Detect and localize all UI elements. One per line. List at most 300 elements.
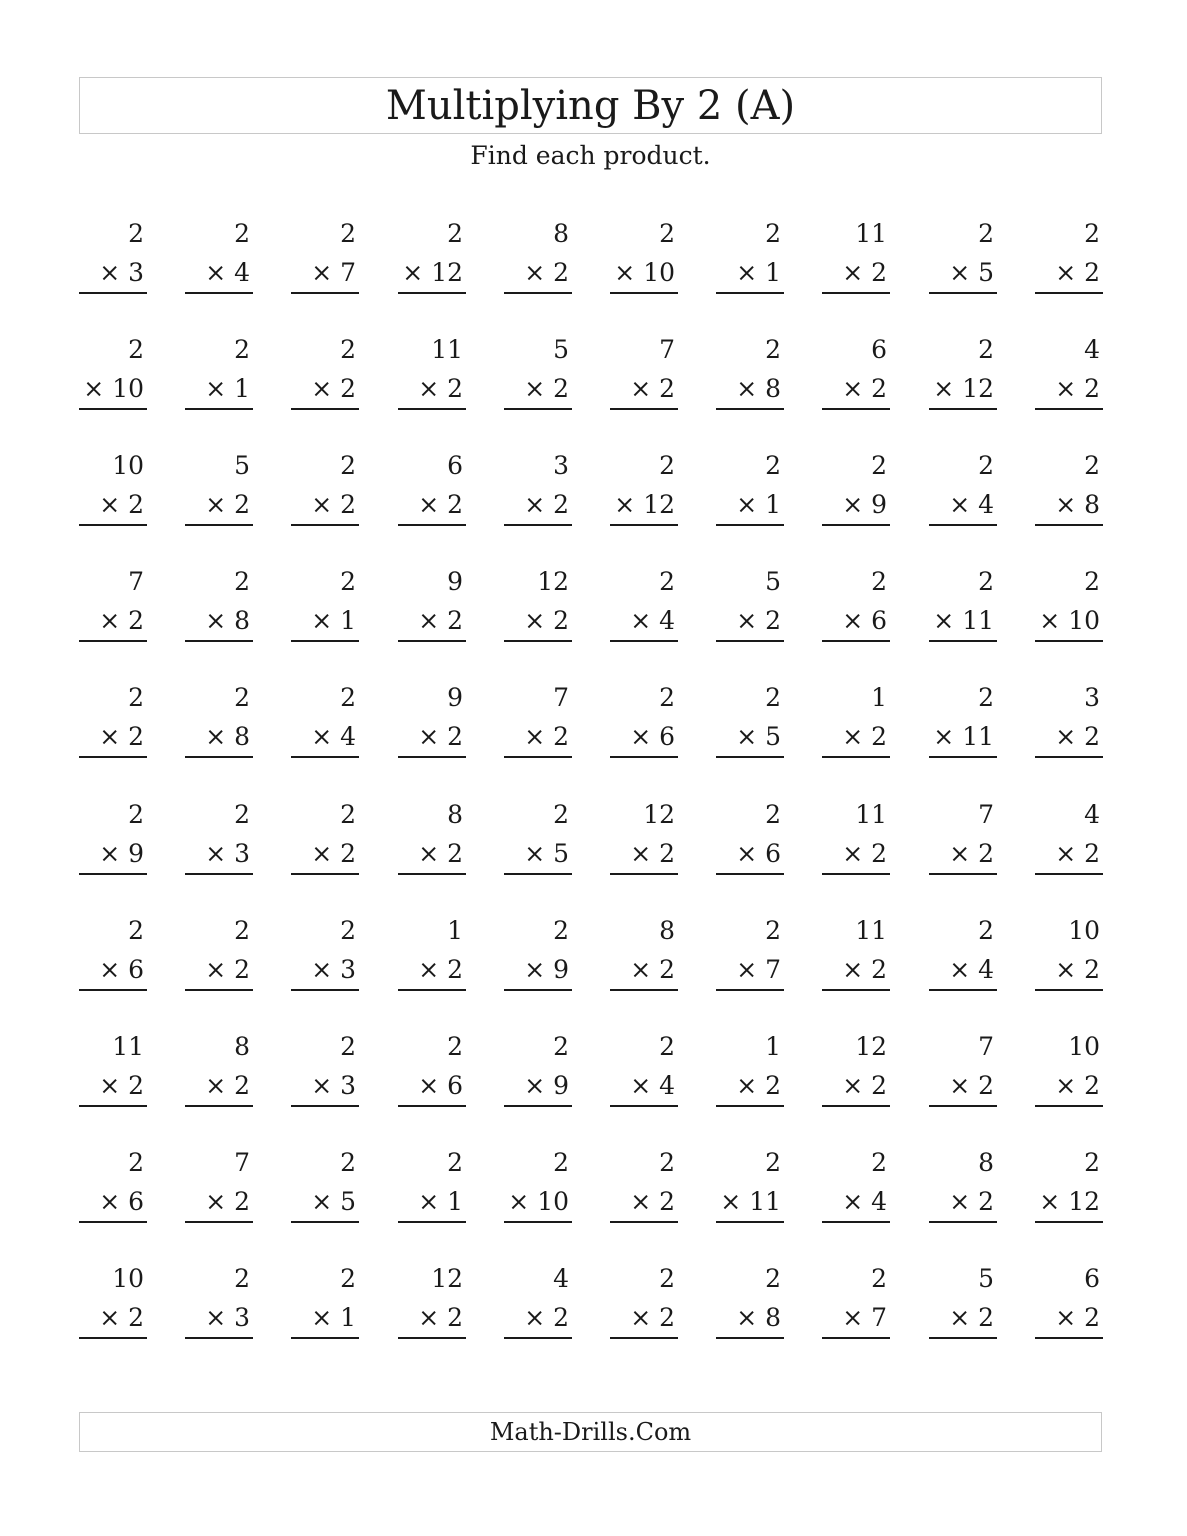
problem-multiplicand: 11: [855, 916, 887, 945]
multiply-sign: ×: [933, 606, 955, 635]
multiply-sign: ×: [949, 258, 971, 287]
answer-line: [716, 989, 784, 991]
multiply-sign: ×: [524, 606, 546, 635]
problem-multiplier: 2: [978, 1071, 994, 1100]
multiply-sign: ×: [311, 1071, 333, 1100]
multiply-sign: ×: [418, 374, 440, 403]
multiply-sign: ×: [205, 606, 227, 635]
multiply-sign: ×: [736, 606, 758, 635]
answer-line: [929, 989, 997, 991]
answer-line: [716, 640, 784, 642]
problem-multiplicand: 3: [553, 451, 569, 480]
problem: [504, 800, 572, 876]
problem: [929, 1148, 997, 1224]
problem: [185, 916, 253, 992]
answer-line: [716, 292, 784, 294]
answer-line: [504, 292, 572, 294]
problem-multiplier-row: [630, 1071, 675, 1101]
problem-multiplier: 5: [553, 839, 569, 868]
multiply-sign: ×: [99, 955, 121, 984]
problem-multiplicand: 2: [128, 219, 144, 248]
problem-multiplier-row: [842, 955, 887, 985]
multiply-sign: ×: [1055, 258, 1077, 287]
problem: [1035, 219, 1103, 295]
problem: [185, 335, 253, 411]
problem: [929, 916, 997, 992]
multiply-sign: ×: [842, 1303, 864, 1332]
problem-multiplicand: 7: [978, 800, 994, 829]
problem-multiplicand: 4: [553, 1264, 569, 1293]
answer-line: [398, 873, 466, 875]
problem-multiplier-row: [1039, 606, 1100, 636]
multiply-sign: ×: [311, 258, 333, 287]
problem: [1035, 916, 1103, 992]
problem: [185, 800, 253, 876]
problem-multiplicand: 2: [1084, 451, 1100, 480]
problem-multiplier-row: [614, 258, 675, 288]
answer-line: [398, 1337, 466, 1339]
answer-line: [291, 756, 359, 758]
problem-multiplicand: 7: [234, 1148, 250, 1177]
multiply-sign: ×: [842, 490, 864, 519]
problem-multiplier-row: [842, 722, 887, 752]
problem: [1035, 1264, 1103, 1340]
problem: [504, 683, 572, 759]
answer-line: [929, 1337, 997, 1339]
problem-multiplier-row: [418, 490, 463, 520]
multiply-sign: ×: [99, 606, 121, 635]
multiply-sign: ×: [736, 374, 758, 403]
answer-line: [291, 524, 359, 526]
multiply-sign: ×: [614, 490, 636, 519]
multiply-sign: ×: [949, 1187, 971, 1216]
problem-multiplicand: 2: [234, 800, 250, 829]
answer-line: [504, 408, 572, 410]
multiply-sign: ×: [311, 1187, 333, 1216]
problem-multiplier-row: [842, 374, 887, 404]
problem: [398, 335, 466, 411]
problem-multiplicand: 8: [978, 1148, 994, 1177]
problem-multiplicand: 8: [447, 800, 463, 829]
problem-multiplicand: 7: [128, 567, 144, 596]
problem-multiplier-row: [949, 490, 994, 520]
problem-multiplier-row: [99, 1187, 144, 1217]
problem: [79, 451, 147, 527]
multiply-sign: ×: [1039, 1187, 1061, 1216]
problem-multiplicand: 2: [765, 800, 781, 829]
problem-multiplier-row: [311, 839, 356, 869]
problem-multiplicand: 2: [978, 916, 994, 945]
problem-multiplier: 2: [871, 722, 887, 751]
multiply-sign: ×: [949, 839, 971, 868]
answer-line: [716, 1337, 784, 1339]
problem: [185, 567, 253, 643]
problem-multiplicand: 2: [340, 916, 356, 945]
answer-line: [822, 292, 890, 294]
answer-line: [822, 1337, 890, 1339]
problem: [79, 567, 147, 643]
multiply-sign: ×: [205, 258, 227, 287]
answer-line: [610, 524, 678, 526]
problem-multiplicand: 2: [765, 451, 781, 480]
problem-multiplicand: 2: [447, 219, 463, 248]
problem-multiplier-row: [1055, 1303, 1100, 1333]
answer-line: [504, 640, 572, 642]
problem-multiplicand: 2: [978, 451, 994, 480]
problem-multiplier: 10: [1068, 606, 1100, 635]
problem-multiplier-row: [311, 1303, 356, 1333]
problem-multiplicand: 10: [112, 451, 144, 480]
multiply-sign: ×: [311, 839, 333, 868]
answer-line: [398, 1105, 466, 1107]
problem-multiplier: 2: [128, 606, 144, 635]
problem-multiplier: 2: [871, 258, 887, 287]
problem-multiplier: 2: [659, 839, 675, 868]
multiply-sign: ×: [205, 955, 227, 984]
problem-multiplier-row: [1055, 374, 1100, 404]
answer-line: [291, 408, 359, 410]
multiply-sign: ×: [720, 1187, 742, 1216]
answer-line: [1035, 292, 1103, 294]
problem-multiplier: 9: [553, 955, 569, 984]
problem-multiplier-row: [842, 839, 887, 869]
problem: [610, 1148, 678, 1224]
problem-multiplier: 4: [978, 955, 994, 984]
problem-multiplier: 2: [659, 1303, 675, 1332]
problem-multiplier: 2: [978, 1187, 994, 1216]
problem-multiplier: 3: [340, 1071, 356, 1100]
problem-multiplier-row: [524, 374, 569, 404]
problem-multiplier: 2: [340, 839, 356, 868]
problem-multiplier-row: [933, 722, 994, 752]
problem-multiplier-row: [311, 1071, 356, 1101]
problem: [291, 335, 359, 411]
problem: [929, 335, 997, 411]
answer-line: [185, 1221, 253, 1223]
multiply-sign: ×: [524, 1071, 546, 1100]
problem: [822, 800, 890, 876]
answer-line: [291, 292, 359, 294]
problem-multiplicand: 2: [340, 1148, 356, 1177]
problem: [79, 1148, 147, 1224]
problem-multiplier: 2: [1084, 258, 1100, 287]
answer-line: [716, 524, 784, 526]
problem-multiplier: 2: [871, 839, 887, 868]
answer-line: [929, 1221, 997, 1223]
multiply-sign: ×: [311, 374, 333, 403]
problem: [291, 1264, 359, 1340]
problem: [822, 1148, 890, 1224]
problem: [929, 451, 997, 527]
problem-multiplier-row: [736, 955, 781, 985]
answer-line: [716, 408, 784, 410]
answer-line: [929, 292, 997, 294]
problem-multiplier: 1: [340, 1303, 356, 1332]
problem-multiplier: 1: [234, 374, 250, 403]
problem-multiplier-row: [842, 606, 887, 636]
problem-multiplicand: 3: [1084, 683, 1100, 712]
problem: [610, 1032, 678, 1108]
answer-line: [929, 524, 997, 526]
problem-multiplier: 2: [447, 955, 463, 984]
problem: [398, 1032, 466, 1108]
multiply-sign: ×: [630, 606, 652, 635]
multiply-sign: ×: [949, 490, 971, 519]
problem-multiplier-row: [842, 1303, 887, 1333]
problem-multiplicand: 2: [128, 683, 144, 712]
multiply-sign: ×: [524, 839, 546, 868]
problem-multiplier: 2: [1084, 955, 1100, 984]
problem: [610, 1264, 678, 1340]
problem-multiplier-row: [205, 258, 250, 288]
problem-multiplier-row: [736, 1071, 781, 1101]
problem: [716, 335, 784, 411]
problem-multiplicand: 5: [978, 1264, 994, 1293]
answer-line: [610, 873, 678, 875]
multiply-sign: ×: [205, 1187, 227, 1216]
problem-multiplier: 2: [553, 722, 569, 751]
problem-multiplier: 11: [749, 1187, 781, 1216]
problem: [610, 335, 678, 411]
problem-multiplicand: 5: [234, 451, 250, 480]
answer-line: [822, 989, 890, 991]
problem-multiplier-row: [83, 374, 144, 404]
problem-multiplicand: 6: [447, 451, 463, 480]
problem-multiplier-row: [949, 1071, 994, 1101]
problem-multiplier: 2: [765, 606, 781, 635]
answer-line: [1035, 640, 1103, 642]
problem: [398, 451, 466, 527]
problem-multiplier: 2: [128, 1071, 144, 1100]
problem-multiplier-row: [842, 1071, 887, 1101]
multiply-sign: ×: [418, 606, 440, 635]
problem-multiplier-row: [205, 839, 250, 869]
multiply-sign: ×: [418, 955, 440, 984]
problem-multiplier-row: [1055, 839, 1100, 869]
answer-line: [291, 1105, 359, 1107]
answer-line: [929, 408, 997, 410]
multiply-sign: ×: [418, 839, 440, 868]
problem-multiplicand: 2: [340, 567, 356, 596]
answer-line: [716, 756, 784, 758]
problem-multiplier: 10: [643, 258, 675, 287]
problem-multiplier: 2: [553, 374, 569, 403]
problem-multiplicand: 2: [659, 1264, 675, 1293]
problem-multiplier-row: [630, 1303, 675, 1333]
problem: [822, 451, 890, 527]
problem-multiplier-row: [933, 606, 994, 636]
problem: [398, 800, 466, 876]
answer-line: [1035, 1221, 1103, 1223]
problem: [610, 219, 678, 295]
answer-line: [1035, 873, 1103, 875]
answer-line: [79, 1337, 147, 1339]
problem-multiplier: 9: [553, 1071, 569, 1100]
answer-line: [610, 1105, 678, 1107]
problem-multiplicand: 5: [553, 335, 569, 364]
problem-multiplier: 5: [340, 1187, 356, 1216]
problem-multiplicand: 2: [659, 451, 675, 480]
problem: [185, 1264, 253, 1340]
problem-multiplicand: 9: [447, 567, 463, 596]
problem-multiplicand: 2: [553, 1148, 569, 1177]
multiply-sign: ×: [933, 722, 955, 751]
multiply-sign: ×: [630, 1071, 652, 1100]
problem-multiplier: 5: [765, 722, 781, 751]
problem-multiplicand: 2: [871, 451, 887, 480]
problem: [398, 219, 466, 295]
problem-multiplier-row: [418, 1303, 463, 1333]
problem-multiplier-row: [630, 955, 675, 985]
problem-multiplier-row: [205, 722, 250, 752]
multiply-sign: ×: [508, 1187, 530, 1216]
answer-line: [1035, 989, 1103, 991]
problem-multiplier: 2: [447, 839, 463, 868]
problem-multiplier: 9: [871, 490, 887, 519]
multiply-sign: ×: [311, 722, 333, 751]
problem-multiplier-row: [1055, 1071, 1100, 1101]
problem-multiplicand: 2: [234, 219, 250, 248]
problem-multiplier-row: [311, 955, 356, 985]
problem-multiplier: 2: [871, 1071, 887, 1100]
answer-line: [504, 1337, 572, 1339]
problem-multiplier-row: [524, 490, 569, 520]
problem-multiplier-row: [311, 374, 356, 404]
multiply-sign: ×: [933, 374, 955, 403]
problem: [1035, 1032, 1103, 1108]
problem-multiplier: 7: [340, 258, 356, 287]
problem-multiplicand: 2: [340, 800, 356, 829]
answer-line: [716, 1105, 784, 1107]
answer-line: [822, 756, 890, 758]
problem: [291, 916, 359, 992]
problem-multiplicand: 2: [128, 1148, 144, 1177]
problem: [79, 800, 147, 876]
multiply-sign: ×: [842, 955, 864, 984]
answer-line: [1035, 524, 1103, 526]
problem-multiplicand: 2: [340, 1264, 356, 1293]
answer-line: [822, 1221, 890, 1223]
problem: [79, 335, 147, 411]
answer-line: [504, 1221, 572, 1223]
multiply-sign: ×: [1039, 606, 1061, 635]
problem-multiplier: 6: [765, 839, 781, 868]
problem-multiplicand: 2: [128, 916, 144, 945]
problem-multiplier-row: [99, 606, 144, 636]
problem-multiplier-row: [418, 374, 463, 404]
multiply-sign: ×: [99, 839, 121, 868]
problem-multiplicand: 7: [978, 1032, 994, 1061]
problem: [398, 916, 466, 992]
multiply-sign: ×: [311, 606, 333, 635]
problem-multiplicand: 11: [855, 800, 887, 829]
problem-multiplicand: 8: [659, 916, 675, 945]
problem-multiplicand: 2: [553, 916, 569, 945]
problem-multiplier: 4: [978, 490, 994, 519]
problem-multiplicand: 2: [765, 916, 781, 945]
problem-multiplier: 2: [659, 374, 675, 403]
problem-multiplier: 2: [1084, 722, 1100, 751]
problem: [929, 683, 997, 759]
answer-line: [1035, 408, 1103, 410]
problem-multiplier: 2: [553, 258, 569, 287]
problem-multiplier: 2: [978, 1303, 994, 1332]
answer-line: [929, 873, 997, 875]
problem-multiplicand: 11: [855, 219, 887, 248]
problem-multiplier: 6: [871, 606, 887, 635]
problem-multiplicand: 12: [855, 1032, 887, 1061]
problem-multiplier-row: [311, 490, 356, 520]
worksheet-instructions: Find each product.: [470, 141, 711, 170]
multiply-sign: ×: [736, 258, 758, 287]
problem-multiplier-row: [949, 955, 994, 985]
problem-multiplicand: 10: [1068, 916, 1100, 945]
problem: [291, 567, 359, 643]
problem-multiplier: 2: [659, 955, 675, 984]
problem-multiplier: 12: [431, 258, 463, 287]
multiply-sign: ×: [524, 1303, 546, 1332]
answer-line: [716, 1221, 784, 1223]
problem-multiplier: 2: [128, 490, 144, 519]
problem: [1035, 335, 1103, 411]
answer-line: [79, 756, 147, 758]
problem-multiplicand: 2: [765, 1148, 781, 1177]
multiply-sign: ×: [524, 722, 546, 751]
answer-line: [185, 408, 253, 410]
answer-line: [822, 873, 890, 875]
problem-multiplier: 1: [765, 258, 781, 287]
problem-multiplier: 2: [553, 490, 569, 519]
problem-multiplicand: 2: [340, 1032, 356, 1061]
problem-multiplicand: 5: [765, 567, 781, 596]
problem-multiplier-row: [311, 722, 356, 752]
problem-multiplier-row: [736, 606, 781, 636]
problem-multiplicand: 2: [978, 335, 994, 364]
problem: [291, 1032, 359, 1108]
problem: [822, 916, 890, 992]
problem-multiplier: 2: [553, 606, 569, 635]
problem-multiplier-row: [736, 839, 781, 869]
multiply-sign: ×: [99, 722, 121, 751]
problem: [929, 1264, 997, 1340]
problem: [504, 1264, 572, 1340]
multiply-sign: ×: [630, 839, 652, 868]
problem-multiplicand: 2: [659, 219, 675, 248]
problem-multiplier-row: [311, 1187, 356, 1217]
answer-line: [79, 408, 147, 410]
answer-line: [291, 873, 359, 875]
answer-line: [79, 873, 147, 875]
problem: [504, 1032, 572, 1108]
problem-multiplier: 2: [447, 722, 463, 751]
problem-multiplier-row: [1055, 258, 1100, 288]
answer-line: [291, 989, 359, 991]
problem-multiplier: 2: [447, 490, 463, 519]
problem-multiplier: 12: [962, 374, 994, 403]
problem-multiplier-row: [1055, 955, 1100, 985]
problem-multiplicand: 2: [978, 683, 994, 712]
problem: [79, 1032, 147, 1108]
problem-multiplier-row: [736, 258, 781, 288]
problem-multiplier-row: [99, 722, 144, 752]
problem: [1035, 1148, 1103, 1224]
answer-line: [610, 1337, 678, 1339]
problem: [291, 219, 359, 295]
problem-multiplicand: 11: [112, 1032, 144, 1061]
multiply-sign: ×: [99, 258, 121, 287]
problem-multiplier: 2: [1084, 374, 1100, 403]
problem: [822, 335, 890, 411]
